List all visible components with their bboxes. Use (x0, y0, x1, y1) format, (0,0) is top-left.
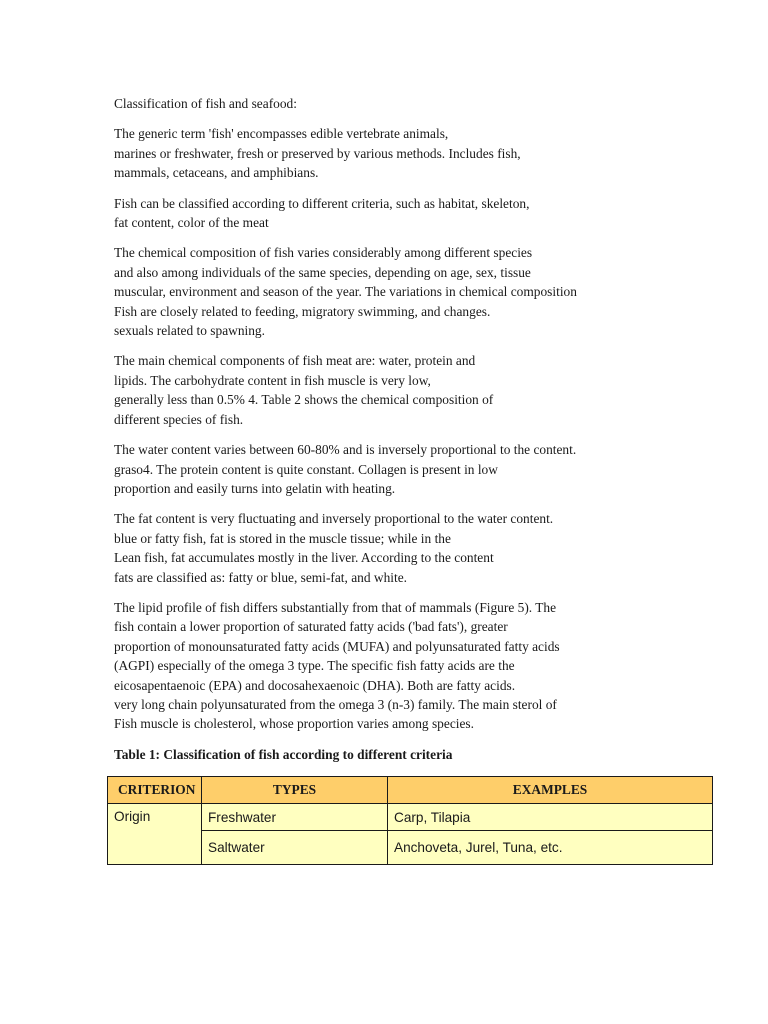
text-line: The fat content is very fluctuating and inversely proportional to the water content. (114, 511, 554, 527)
table-caption: Table 1: Classification of fish according to different criteria (114, 746, 453, 762)
text-line: The main chemical components of fish meat are: water, protein and (114, 353, 476, 369)
type-cell: Freshwater (202, 804, 388, 831)
text-line: proportion and easily turns into gelatin with heating. (114, 480, 396, 496)
table-row (108, 804, 713, 831)
criterion-cell: Origin (108, 804, 202, 865)
header-types: TYPES (202, 777, 388, 804)
paragraph (114, 243, 734, 340)
type-cell: Saltwater (202, 831, 388, 865)
table-header-row (108, 777, 713, 804)
text-line: Fish muscle is cholesterol, whose proportion varies among species. (114, 716, 474, 732)
paragraph (114, 509, 734, 587)
text-line: marines or freshwater, fresh or preserved by various methods. Includes fish, (114, 145, 521, 161)
text-line: sexuals related to spawning. (114, 323, 265, 339)
text-line: different species of fish. (114, 411, 244, 427)
text-line: lipids. The carbohydrate content in fish muscle is very low, (114, 372, 431, 388)
text-line: fats are classified as: fatty or blue, semi-fat, and white. (114, 569, 407, 585)
text-line: proportion of monounsaturated fatty acids (MUFA) and polyunsaturated fatty acids (114, 638, 560, 654)
text-line: generally less than 0.5% 4. Table 2 shows the chemical composition of (114, 392, 494, 408)
text-line: The generic term 'fish' encompasses edible vertebrate animals, (114, 126, 449, 142)
header-examples: EXAMPLES (388, 777, 713, 804)
header-criterion: CRITERION (108, 777, 202, 804)
text-line: The water content varies between 60-80% and is inversely proportional to the content. (114, 442, 577, 458)
text-line: very long chain polyunsaturated from the omega 3 (n-3) family. The main sterol of (114, 696, 557, 712)
text-line: (AGPI) especially of the omega 3 type. The specific fish fatty acids are the (114, 658, 515, 674)
examples-cell: Anchoveta, Jurel, Tuna, etc. (388, 831, 713, 865)
text-line: blue or fatty fish, fat is stored in the muscle tissue; while in the (114, 530, 451, 546)
examples-cell: Carp, Tilapia (388, 804, 713, 831)
text-line: muscular, environment and season of the year. The variations in chemical composition (114, 284, 577, 300)
text-line: fish contain a lower proportion of saturated fatty acids ('bad fats'), greater (114, 619, 508, 635)
text-line: The lipid profile of fish differs substantially from that of mammals (Figure 5). The (114, 599, 557, 615)
body-text (114, 124, 734, 733)
text-line: eicosapentaenoic (EPA) and docosahexaenoic (DHA). Both are fatty acids. (114, 677, 516, 693)
paragraph (114, 598, 734, 734)
paragraph (114, 124, 734, 182)
text-line: mammals, cetaceans, and amphibians. (114, 165, 319, 181)
text-line: Lean fish, fat accumulates mostly in the liver. According to the content (114, 550, 494, 566)
document-page (114, 94, 734, 771)
paragraph (114, 440, 734, 498)
document-title: Classification of fish and seafood: (114, 96, 297, 111)
text-line: Fish are closely related to feeding, migratory swimming, and changes. (114, 303, 491, 319)
text-line: graso4. The protein content is quite constant. Collagen is present in low (114, 461, 498, 477)
text-line: The chemical composition of fish varies considerably among different species (114, 245, 533, 261)
text-line: Fish can be classified according to different criteria, such as habitat, skeleton, (114, 195, 530, 211)
text-line: fat content, color of the meat (114, 215, 269, 231)
text-line: and also among individuals of the same species, depending on age, sex, tissue (114, 264, 531, 280)
paragraph (114, 194, 734, 233)
classification-table (107, 776, 713, 865)
paragraph (114, 351, 734, 429)
